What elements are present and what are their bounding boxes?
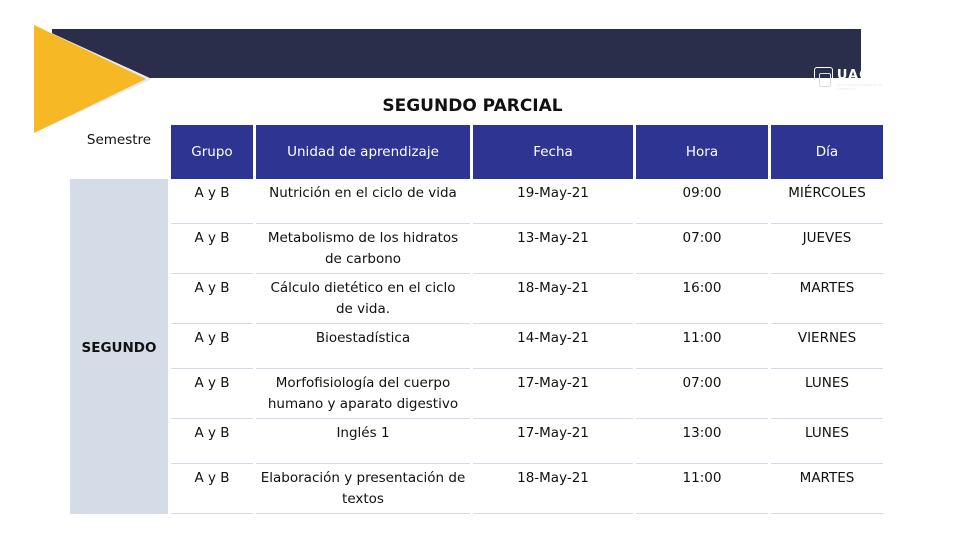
hora-cell: 11:00 (636, 324, 768, 369)
unidad-cell: Morfofisiología del cuerpo humano y aparato digestivo (256, 369, 470, 419)
grupo-cell: A y B (171, 324, 253, 369)
logo-subtext: Universidad Autónoma de Campeche (836, 83, 883, 91)
grupo-cell: A y B (171, 179, 253, 224)
page-title: SEGUNDO PARCIAL (382, 96, 563, 116)
grupo-cell: A y B (171, 419, 253, 464)
unidad-cell: Elaboración y presentación de textos (256, 464, 470, 514)
fecha-cell: 18-May-21 (473, 464, 633, 514)
grupo-cell: A y B (171, 464, 253, 514)
logo-text: UAC (836, 68, 870, 83)
dia-cell: VIERNES (771, 324, 883, 369)
dia-cell: JUEVES (771, 224, 883, 274)
unidad-cell: Bioestadística (256, 324, 470, 369)
yellow-triangle-decoration (34, 25, 146, 133)
column-header-fecha: Fecha (473, 125, 633, 179)
dia-cell: LUNES (771, 419, 883, 464)
table-header-row (70, 125, 883, 179)
dia-cell: MARTES (771, 274, 883, 324)
column-header-unidad: Unidad de aprendizaje (256, 125, 470, 179)
table-row (70, 324, 883, 369)
hora-cell: 09:00 (636, 179, 768, 224)
unidad-cell: Metabolismo de los hidratos de carbono (256, 224, 470, 274)
hora-cell: 16:00 (636, 274, 768, 324)
hora-cell: 07:00 (636, 369, 768, 419)
fecha-cell: 14-May-21 (473, 324, 633, 369)
hora-cell: 11:00 (636, 464, 768, 514)
column-header-dia: Día (771, 125, 883, 179)
table-row (70, 464, 883, 514)
grupo-cell: A y B (171, 224, 253, 274)
table-row (70, 179, 883, 224)
university-seal-icon (814, 67, 833, 93)
exam-schedule-table (67, 125, 886, 514)
dia-cell: LUNES (771, 369, 883, 419)
table-row (70, 419, 883, 464)
dia-cell: MIÉRCOLES (771, 179, 883, 224)
fecha-cell: 19-May-21 (473, 179, 633, 224)
hora-cell: 07:00 (636, 224, 768, 274)
table-row (70, 369, 883, 419)
column-header-semestre: Semestre (70, 125, 168, 179)
grupo-cell: A y B (171, 369, 253, 419)
dia-cell: MARTES (771, 464, 883, 514)
header-banner (52, 29, 883, 91)
unidad-cell: Inglés 1 (256, 419, 470, 464)
fecha-cell: 17-May-21 (473, 419, 633, 464)
table-row (70, 224, 883, 274)
table-row (70, 274, 883, 324)
unidad-cell: Cálculo dietético en el ciclo de vida. (256, 274, 470, 324)
university-logo (814, 65, 892, 95)
grupo-cell: A y B (171, 274, 253, 324)
column-header-hora: Hora (636, 125, 768, 179)
fecha-cell: 13-May-21 (473, 224, 633, 274)
fecha-cell: 17-May-21 (473, 369, 633, 419)
column-header-grupo: Grupo (171, 125, 253, 179)
unidad-cell: Nutrición en el ciclo de vida (256, 179, 470, 224)
hora-cell: 13:00 (636, 419, 768, 464)
semester-cell: SEGUNDO (70, 179, 168, 514)
fecha-cell: 18-May-21 (473, 274, 633, 324)
